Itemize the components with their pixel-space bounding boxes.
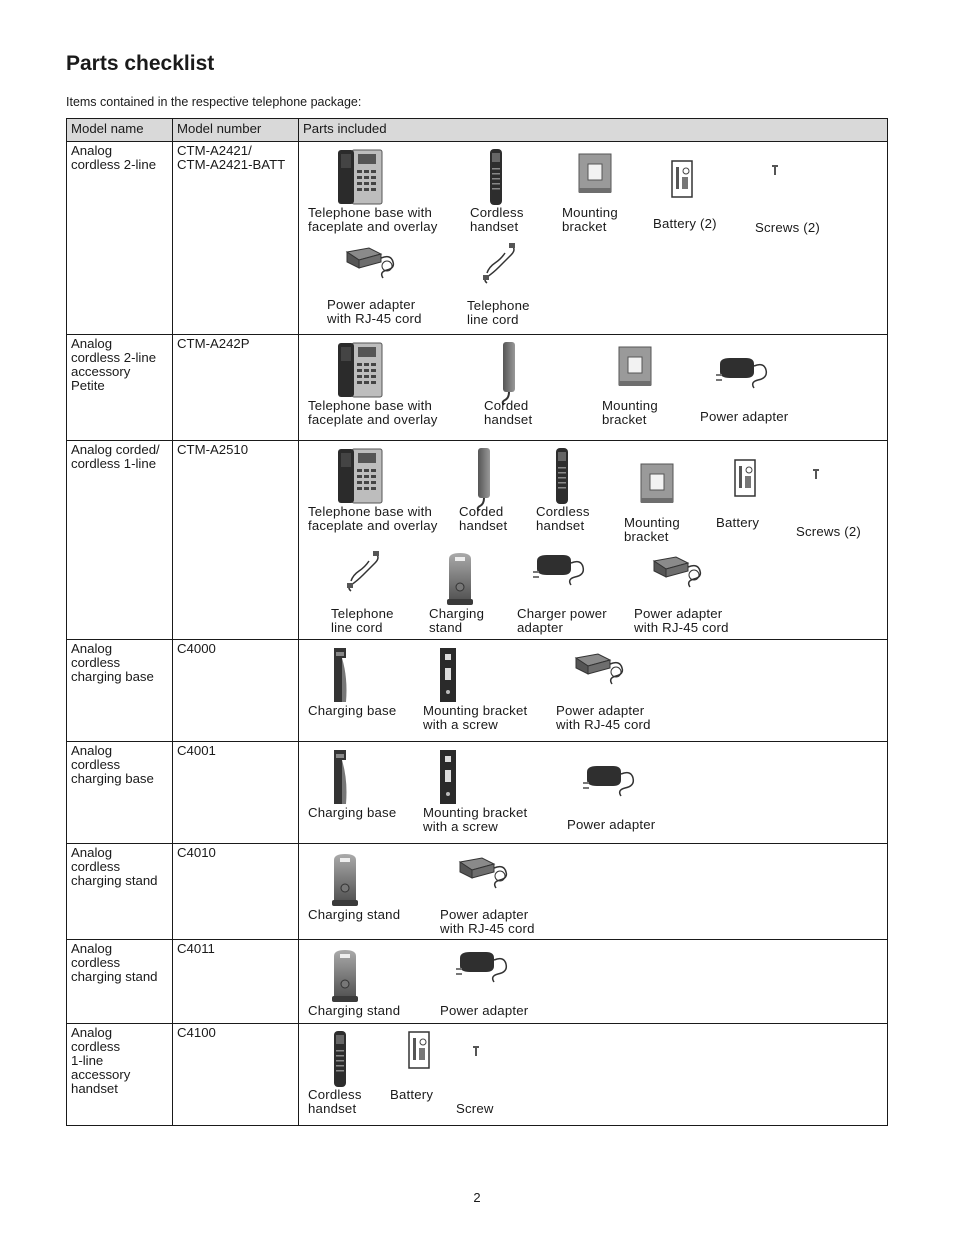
part-item <box>634 549 729 635</box>
telephone-line-cord-icon <box>467 241 530 299</box>
part-item <box>308 341 438 427</box>
part-item <box>562 148 618 234</box>
power-adapter-icon <box>567 760 655 818</box>
part-item <box>517 549 607 635</box>
part-label: Screws (2) <box>796 524 862 539</box>
power-adapter-icon <box>440 946 528 1004</box>
model-name-cell: Analog cordless charging stand <box>67 940 173 1024</box>
part-item <box>602 341 658 427</box>
part-item <box>796 467 861 539</box>
screw-icon <box>796 467 861 525</box>
model-name-cell: Analog corded/ cordless 1-line <box>67 441 173 640</box>
parts-included-cell <box>299 441 888 640</box>
model-name-cell: Analog cordless 2-line accessory Petite <box>67 335 173 441</box>
model-number-cell: C4100 <box>173 1024 299 1126</box>
model-number-cell: CTM-A2510 <box>173 441 299 640</box>
part-label: Corded handset <box>484 398 533 427</box>
power-adapter-rj45-icon <box>556 646 651 704</box>
model-number-cell: CTM-A2421/ CTM-A2421-BATT <box>173 142 299 335</box>
battery-icon <box>653 159 717 217</box>
parts-table <box>66 118 888 1126</box>
part-label: Mounting bracket <box>602 398 658 427</box>
part-label: Telephone base with faceplate and overlay <box>308 205 438 234</box>
power-adapter-rj45-icon <box>440 850 535 908</box>
parts-included-cell <box>299 742 888 844</box>
part-item <box>536 447 590 533</box>
mounting-bracket-screw-icon <box>423 646 527 704</box>
corded-handset-icon <box>484 341 532 399</box>
part-label: Power adapter with RJ-45 cord <box>327 297 422 326</box>
charging-base-icon <box>308 748 396 806</box>
intro-text: Items contained in the respective telephone package: <box>66 95 362 109</box>
battery-icon <box>390 1030 434 1088</box>
mounting-bracket-icon <box>562 148 618 206</box>
parts-included-cell <box>299 940 888 1024</box>
part-label: Power adapter with RJ-45 cord <box>440 907 535 936</box>
charging-stand-icon <box>429 549 484 607</box>
table-row <box>67 640 888 742</box>
part-item <box>470 148 524 234</box>
part-item <box>467 241 530 327</box>
table-row <box>67 940 888 1024</box>
part-label: Power adapter <box>700 409 789 424</box>
table-row <box>67 335 888 441</box>
part-label: Battery (2) <box>653 216 717 231</box>
mounting-bracket-icon <box>602 341 658 399</box>
part-item <box>440 946 528 1018</box>
telephone-base-icon <box>308 341 438 399</box>
part-item <box>308 646 396 718</box>
part-item <box>308 447 438 533</box>
part-label: Corded handset <box>459 504 508 533</box>
part-item <box>331 549 394 635</box>
parts-included-cell <box>299 844 888 940</box>
table-row <box>67 742 888 844</box>
part-label: Battery <box>716 515 760 530</box>
table-row <box>67 142 888 335</box>
part-item <box>429 549 484 635</box>
part-item <box>440 850 535 936</box>
part-item <box>308 850 400 922</box>
part-item <box>308 748 396 820</box>
part-item <box>556 646 651 732</box>
part-item <box>567 760 655 832</box>
part-item <box>423 748 527 834</box>
cordless-handset-icon <box>308 1030 362 1088</box>
model-name-cell: Analog cordless charging base <box>67 742 173 844</box>
part-label: Screws (2) <box>755 220 821 235</box>
part-label: Mounting bracket with a screw <box>423 805 528 834</box>
part-item <box>308 148 438 234</box>
part-item <box>653 159 717 231</box>
part-label: Charger power adapter <box>517 606 607 635</box>
model-number-cell: C4001 <box>173 742 299 844</box>
part-label: Charging stand <box>308 907 401 922</box>
part-label: Mounting bracket <box>562 205 618 234</box>
part-item <box>755 163 820 235</box>
model-name-cell: Analog cordless 1-line accessory handset <box>67 1024 173 1126</box>
part-label: Mounting bracket with a screw <box>423 703 528 732</box>
charging-stand-icon <box>308 946 400 1004</box>
mounting-bracket-icon <box>624 458 680 516</box>
part-label: Charging base <box>308 703 397 718</box>
part-label: Charging stand <box>308 1003 401 1018</box>
telephone-line-cord-icon <box>331 549 394 607</box>
part-item <box>484 341 532 427</box>
mounting-bracket-screw-icon <box>423 748 527 806</box>
telephone-base-icon <box>308 447 438 505</box>
table-row <box>67 844 888 940</box>
parts-included-cell <box>299 1024 888 1126</box>
model-name-cell: Analog cordless charging base <box>67 640 173 742</box>
cordless-handset-icon <box>470 148 524 206</box>
screw-icon <box>456 1044 494 1102</box>
header-model-number: Model number <box>173 119 299 142</box>
part-label: Power adapter <box>567 817 656 832</box>
model-number-cell: C4010 <box>173 844 299 940</box>
telephone-base-icon <box>308 148 438 206</box>
power-adapter-rj45-icon <box>634 549 729 607</box>
parts-included-cell <box>299 640 888 742</box>
charging-stand-icon <box>308 850 400 908</box>
model-name-cell: Analog cordless charging stand <box>67 844 173 940</box>
header-parts-included: Parts included <box>299 119 888 142</box>
part-label: Battery <box>390 1087 434 1102</box>
part-item <box>423 646 527 732</box>
part-label: Screw <box>456 1101 494 1116</box>
charger-power-adapter-icon <box>517 549 607 607</box>
table-row <box>67 1024 888 1126</box>
part-item <box>308 946 400 1018</box>
part-label: Mounting bracket <box>624 515 680 544</box>
header-model-name: Model name <box>67 119 173 142</box>
part-item <box>624 458 680 544</box>
part-item <box>308 1030 362 1116</box>
part-item <box>327 240 422 326</box>
screw-icon <box>755 163 820 221</box>
part-label: Telephone line cord <box>467 298 530 327</box>
part-label: Power adapter <box>440 1003 529 1018</box>
cordless-handset-icon <box>536 447 590 505</box>
part-label: Cordless handset <box>536 504 590 533</box>
charging-base-icon <box>308 646 396 704</box>
part-item <box>716 458 760 530</box>
parts-included-cell <box>299 335 888 441</box>
part-label: Power adapter with RJ-45 cord <box>634 606 729 635</box>
model-name-cell: Analog cordless 2-line <box>67 142 173 335</box>
battery-icon <box>716 458 760 516</box>
table-row <box>67 441 888 640</box>
part-label: Charging stand <box>429 606 485 635</box>
page-title: Parts checklist <box>66 52 215 75</box>
part-item <box>700 352 788 424</box>
table-header-row <box>67 119 888 142</box>
part-label: Power adapter with RJ-45 cord <box>556 703 651 732</box>
part-label: Telephone base with faceplate and overlay <box>308 398 438 427</box>
corded-handset-icon <box>459 447 507 505</box>
power-adapter-rj45-icon <box>327 240 422 298</box>
part-label: Cordless handset <box>470 205 524 234</box>
part-item <box>459 447 507 533</box>
part-item <box>456 1044 494 1116</box>
part-label: Telephone line cord <box>331 606 394 635</box>
parts-included-cell <box>299 142 888 335</box>
model-number-cell: C4000 <box>173 640 299 742</box>
model-number-cell: CTM-A242P <box>173 335 299 441</box>
part-label: Telephone base with faceplate and overlay <box>308 504 438 533</box>
part-label: Charging base <box>308 805 397 820</box>
model-number-cell: C4011 <box>173 940 299 1024</box>
power-adapter-icon <box>700 352 788 410</box>
page-number: 2 <box>473 1190 481 1205</box>
part-label: Cordless handset <box>308 1087 362 1116</box>
part-item <box>390 1030 434 1102</box>
